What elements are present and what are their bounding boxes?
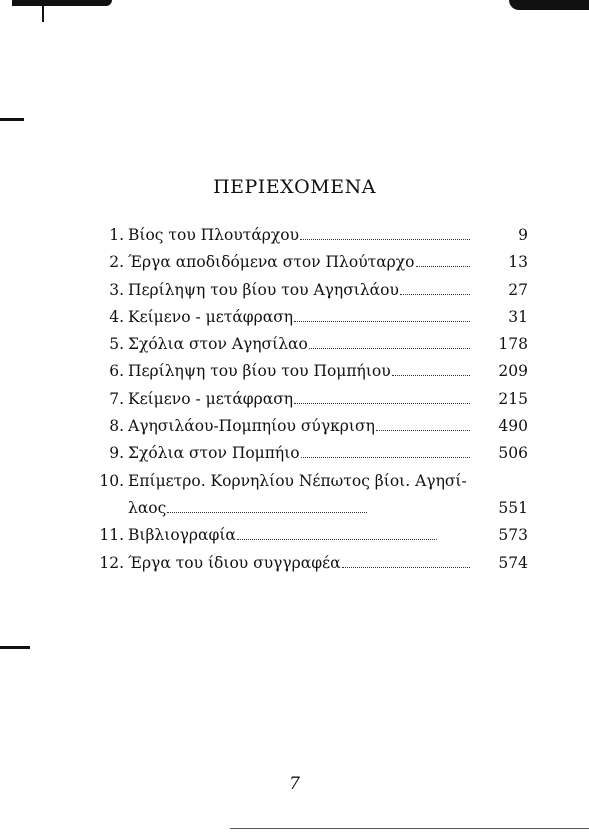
toc-page: 209: [498, 362, 528, 381]
toc-title: Σχόλια στον Πομπήιο: [128, 444, 300, 463]
toc-page: 178: [498, 335, 528, 354]
toc-title: Περίληψη του βίου του Πομπήιου: [128, 362, 391, 381]
toc-title: Έργα αποδιδόμενα στον Πλούταρχο: [128, 253, 415, 272]
toc-number: 1.: [109, 226, 124, 244]
dot-leader: [294, 321, 470, 322]
toc-number: 3.: [109, 280, 124, 299]
toc-page: 13: [508, 253, 528, 272]
scan-edge-top-right: [509, 0, 589, 10]
scan-mark-left-upper: [0, 118, 24, 121]
toc-page: 31: [508, 307, 528, 326]
toc-page: 490: [498, 417, 528, 436]
toc-entry: [88, 281, 528, 308]
dot-leader: [237, 539, 437, 540]
dot-leader: [300, 239, 470, 240]
toc-page: 573: [498, 526, 528, 545]
scan-mark-left-lower: [0, 646, 30, 649]
page-number: 7: [289, 774, 300, 794]
toc-entry: [88, 472, 528, 499]
dot-leader: [342, 567, 470, 568]
toc-entry: [88, 362, 528, 389]
toc-page: 574: [498, 553, 528, 572]
toc-entry: [88, 253, 528, 280]
toc-title: Περίληψη του βίου του Αγησιλάου: [128, 280, 399, 299]
toc-page: 27: [508, 280, 528, 299]
toc-number: 12.: [99, 553, 124, 572]
toc-number: 4.: [109, 307, 124, 326]
toc-entry: [88, 308, 528, 335]
scan-edge-top-left: [12, 0, 112, 6]
toc-entry: [88, 226, 528, 253]
toc-number: 10.: [99, 471, 124, 490]
dot-leader: [301, 457, 470, 458]
page-title: ΠΕΡΙΕΧΟΜΕΝΑ: [213, 176, 376, 198]
toc-page: 506: [498, 444, 528, 463]
toc-page: 551: [498, 498, 528, 517]
toc-number: 7.: [109, 389, 124, 408]
table-of-contents: [88, 226, 528, 581]
dot-leader: [416, 266, 470, 267]
toc-entry: [88, 417, 528, 444]
toc-page: 215: [498, 389, 528, 408]
toc-entry: [88, 526, 528, 553]
toc-entry: [88, 335, 528, 362]
dot-leader: [294, 403, 470, 404]
toc-number: 8.: [109, 417, 124, 436]
toc-number: 6.: [109, 362, 124, 381]
dot-leader: [167, 512, 367, 513]
toc-entry: [88, 444, 528, 471]
dot-leader: [376, 430, 470, 431]
toc-title: Έργα του ίδιου συγγραφέα: [128, 553, 341, 572]
toc-number: 9.: [109, 444, 124, 463]
dot-leader: [400, 294, 470, 295]
toc-number: 5.: [109, 335, 124, 354]
toc-title: Κείμενο - μετάφραση: [128, 307, 294, 326]
toc-title: Βίος του Πλουτάρχου: [128, 226, 300, 244]
toc-entry: [88, 390, 528, 417]
toc-title: Κείμενο - μετάφραση: [128, 389, 294, 408]
dot-leader: [392, 375, 470, 376]
toc-number: 11.: [99, 526, 124, 545]
dot-leader: [309, 348, 470, 349]
scan-tick-top-left: [42, 0, 44, 22]
toc-page: 9: [518, 226, 528, 244]
toc-title: Σχόλια στον Αγησίλαο: [128, 335, 308, 354]
toc-title-continuation: λαος: [128, 498, 167, 517]
scan-line-bottom: [230, 828, 589, 829]
toc-entry: [88, 554, 528, 581]
toc-title: Αγησιλάου-Πομπηίου σύγκριση: [128, 417, 375, 436]
toc-entry-continuation: [88, 499, 528, 526]
toc-title: Επίμετρο. Κορνηλίου Νέπωτος βίοι. Αγησί-: [128, 471, 467, 490]
toc-title: Βιβλιογραφία: [128, 526, 236, 545]
toc-number: 2.: [109, 253, 124, 272]
